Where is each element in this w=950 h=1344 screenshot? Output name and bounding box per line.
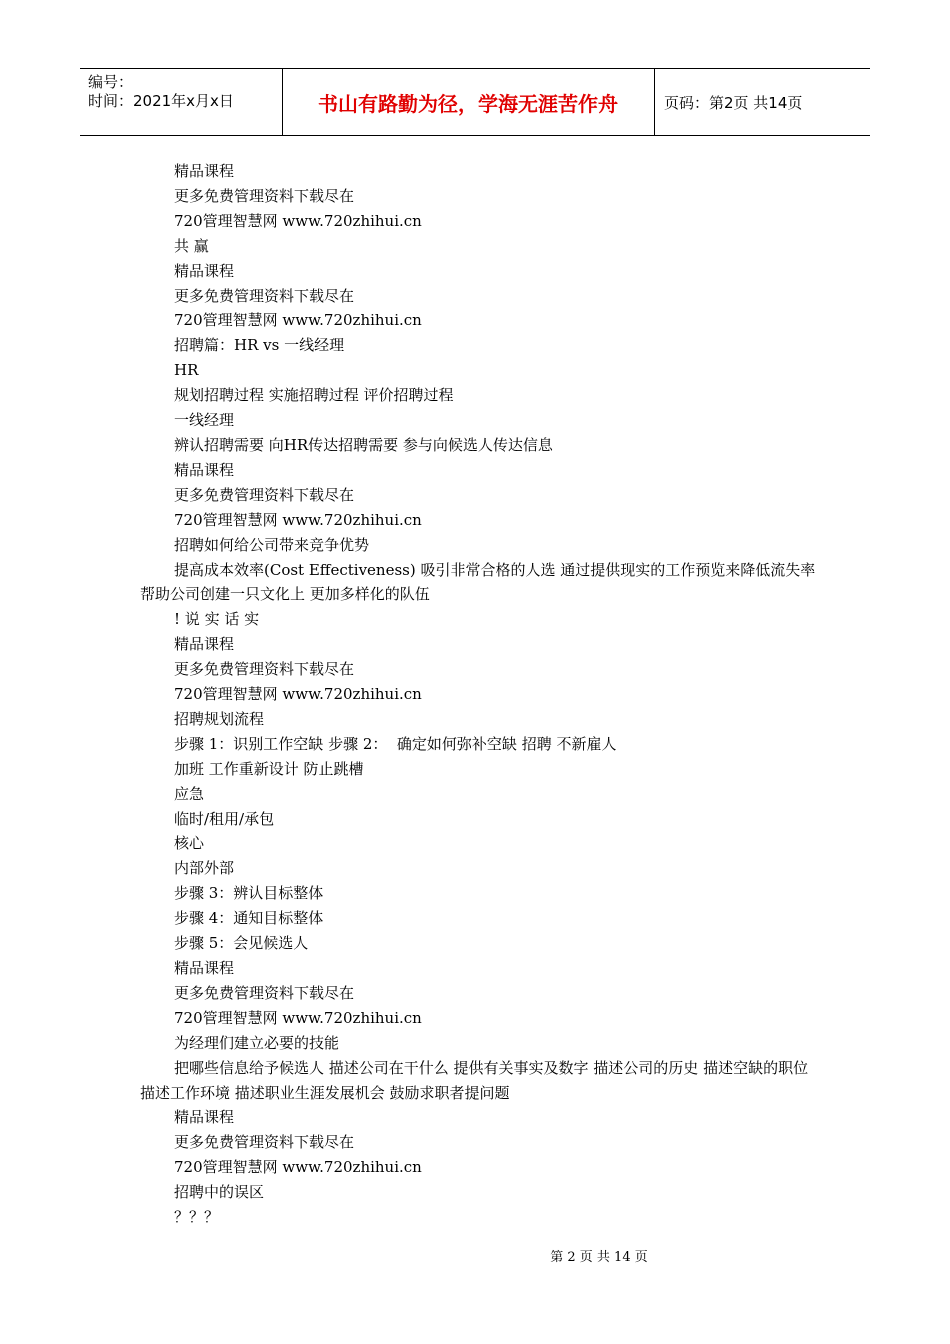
body-paragraph: 临时/租用/承包 bbox=[174, 809, 275, 828]
body-paragraph: ？？？ bbox=[174, 1208, 220, 1227]
body-paragraph: 为经理们建立必要的技能 bbox=[174, 1033, 340, 1052]
document-header bbox=[80, 68, 870, 136]
body-paragraph: 招聘篇：HR vs 一线经理 bbox=[174, 336, 345, 355]
body-paragraph: 把哪些信息给予候选人 描述公司在干什么 提供有关事实及数字 描述公司的历史 描述空缺的职位 描述工作环境 描述职业生涯发展机会 鼓励求职者提问题 bbox=[140, 1058, 813, 1102]
body-paragraph: 招聘如何给公司带来竞争优势 bbox=[174, 535, 370, 554]
number-label: 编号： bbox=[88, 73, 134, 91]
header-motto: 书山有路勤为径，学海无涯苦作舟 bbox=[318, 91, 618, 116]
body-paragraph: 加班 工作重新设计 防止跳槽 bbox=[174, 759, 364, 778]
header-page-info: 页码：第2页 共14页 bbox=[664, 93, 803, 112]
document-body bbox=[140, 159, 820, 1230]
body-paragraph: 更多免费管理资料下载尽在 bbox=[174, 660, 355, 679]
body-paragraph: 步骤 5：会见候选人 bbox=[174, 934, 309, 953]
body-paragraph: 更多免费管理资料下载尽在 bbox=[174, 286, 355, 305]
body-paragraph: HR bbox=[174, 361, 199, 380]
body-paragraph: 720管理智慧网 www.720zhihui.cn bbox=[174, 685, 422, 704]
body-paragraph: 720管理智慧网 www.720zhihui.cn bbox=[174, 311, 422, 330]
body-paragraph: 步骤 1：识别工作空缺 步骤 2： 确定如何弥补空缺 招聘 不新雇人 bbox=[174, 734, 617, 753]
body-paragraph: 精品课程 bbox=[174, 959, 235, 977]
body-paragraph: 更多免费管理资料下载尽在 bbox=[174, 186, 355, 205]
body-paragraph: 更多免费管理资料下载尽在 bbox=[174, 983, 355, 1002]
body-paragraph: 共 赢 bbox=[174, 236, 209, 255]
body-paragraph: 内部外部 bbox=[174, 859, 235, 878]
body-paragraph: 提高成本效率(Cost Effectiveness) 吸引非常合格的人选 通过提供现实的工作预览来降低流失率 帮助公司创建一只文化上 更加多样化的队伍 bbox=[140, 560, 821, 604]
body-paragraph: 更多免费管理资料下载尽在 bbox=[174, 1133, 355, 1152]
page-footer bbox=[0, 1246, 950, 1265]
body-paragraph: 招聘中的误区 bbox=[174, 1183, 265, 1202]
body-paragraph: 720管理智慧网 www.720zhihui.cn bbox=[174, 510, 422, 529]
body-paragraph: 720管理智慧网 www.720zhihui.cn bbox=[174, 211, 422, 230]
body-paragraph: 更多免费管理资料下载尽在 bbox=[174, 485, 355, 504]
body-paragraph: 应急 bbox=[174, 784, 205, 803]
body-paragraph: 精品课程 bbox=[174, 261, 235, 280]
body-paragraph: 一线经理 bbox=[174, 411, 235, 430]
body-paragraph: 精品课程 bbox=[174, 162, 235, 180]
body-paragraph: 步骤 4：通知目标整体 bbox=[174, 909, 324, 928]
body-paragraph: ! 说 实 话 实 bbox=[174, 610, 260, 629]
body-paragraph: 辨认招聘需要 向HR传达招聘需要 参与向候选人传达信息 bbox=[174, 435, 553, 454]
body-paragraph: 规划招聘过程 实施招聘过程 评价招聘过程 bbox=[174, 386, 454, 405]
body-paragraph: 精品课程 bbox=[174, 1108, 235, 1127]
body-paragraph: 720管理智慧网 www.720zhihui.cn bbox=[174, 1158, 422, 1177]
body-paragraph: 招聘规划流程 bbox=[174, 709, 265, 728]
header-divider bbox=[654, 69, 655, 135]
body-paragraph: 720管理智慧网 www.720zhihui.cn bbox=[174, 1008, 422, 1027]
body-paragraph: 精品课程 bbox=[174, 635, 235, 654]
header-meta bbox=[88, 73, 234, 111]
time-label: 时间：2021年x月x日 bbox=[88, 92, 234, 110]
body-paragraph: 精品课程 bbox=[174, 460, 235, 479]
body-paragraph: 核心 bbox=[174, 834, 205, 853]
footer-page-number: 第 2 页 共 14 页 bbox=[550, 1250, 648, 1265]
body-paragraph: 步骤 3：辨认目标整体 bbox=[174, 884, 324, 903]
